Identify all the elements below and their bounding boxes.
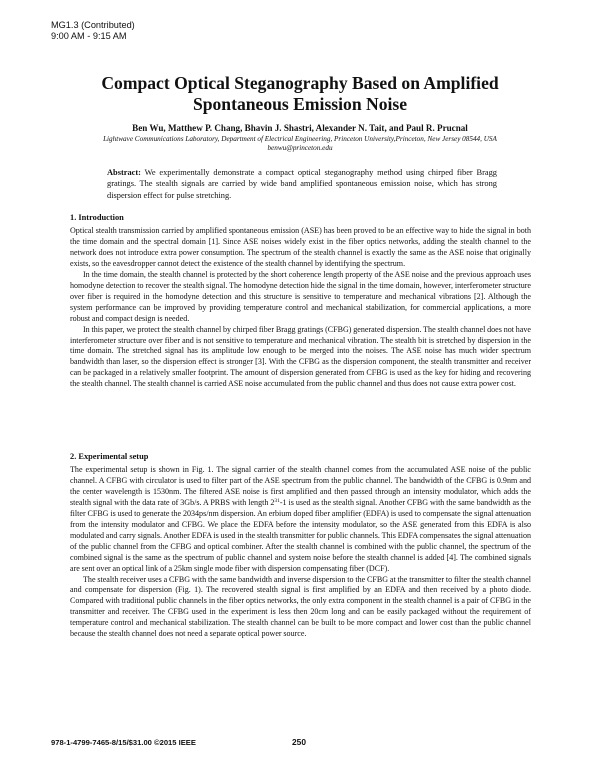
title-line-1: Compact Optical Steganography Based on Amplified [101, 73, 499, 93]
paragraph [70, 465, 531, 575]
session-info [51, 20, 135, 42]
paper-title [40, 73, 560, 115]
session-code: MG1.3 (Contributed) [51, 20, 135, 30]
author-list: Ben Wu, Matthew P. Chang, Bhavin J. Shastri, Alexander N. Tait, and Paul R. Prucnal [132, 123, 468, 133]
abstract-label: Abstract: [107, 168, 141, 177]
title-line-2: Spontaneous Emission Noise [192, 94, 408, 114]
page-number: 250 [292, 737, 306, 747]
affiliation-line: Lightwave Communications Laboratory, Department of Electrical Engineering, Princeton University,Princeton, New Jersey 08544, USA [103, 135, 497, 143]
paragraph: In this paper, we protect the stealth channel by chirped fiber Bragg gratings (CFBG) generated dispersion. The stealth channel does not have interferometer structure over fiber and is not sensitive to temperature and mechanical vibration. The stealth bit is stretched by dispersion in the time domain. The stretched signal has its amplitude low enough to be merged into the noises. The ASE noise has much wider spectrum bandwidth than laser, so the dispersion effect is stronger [3]. With the CFBG as the dispersion component, the stealth transmitter and receiver can be packaged in a relatively smaller footprint. The amount of dispersion generated from CFBG is used as the key for hiding and recovering the stealth channel. The stealth channel is carried ASE noise accumulated from the public channel and thus does not cause extra power cost. [70, 324, 531, 389]
introduction-body [70, 226, 531, 390]
paragraph-part: The experimental setup is shown in Fig. 1. The signal carrier of the stealth channel comes from the accumulated ASE noise of the public channel. A CFBG with circulator is used to filter part of the ASE spectrum from the public channel. The bandwidth of the CFBG is 0.9nm and the center wavelength is 1530nm. The filtered ASE noise is first amplified and then passed through an intensity modulator, which adds the stealth signal with the data rate of 3Gb/s. A PRBS with length 2 [70, 465, 531, 507]
paragraph: The stealth receiver uses a CFBG with the same bandwidth and inverse dispersion to the CFBG at the transmitter to filter the stealth channel and compensate for dispersion (Fig. 1). The recovered stealth signal is first amplified by an EDFA and then received by a photo diode. Compared with traditional public channels in the fiber optics networks, the only extra component in the stealth channel is a pair of CFBG in the transmitter and receiver. The CFBG used in the experiment is less then 20cm long and can be easily packaged without the requirement of temperature control and mechanical stabilization. The stealth channel can be built to be more compact and lower cost than the public channel because the stealth channel does not need a separate optical power source. [70, 574, 531, 639]
experimental-setup-body [70, 465, 531, 640]
abstract [107, 167, 497, 201]
section-heading-experimental-setup: 2. Experimental setup [70, 452, 149, 461]
paragraph-part: -1 is used as the stealth signal. Another CFBG with the same bandwidth as the filter CFBG is used to generate the 2034ps/nm dispersion. An erbium doped fiber amplifier (EDFA) is used to compensate the signal attenuation from the intensity modulator and CFBG. We place the EDFA before the intensity modulator, so the ASE generated from this EDFA is also modulated and carry signals. Another EDFA is used in the stealth transmitter for public channels. This EDFA compensates the signal attenuation of the public channel from the CFBG and optical combiner. After the stealth channel is combined with the public channel, the spectrum of the combined signal is the same as the spectrum of public channel and system noise before the stealth channel is added [4]. The combined signals are sent over an optical link of a 25km single mode fiber with dispersion compensating fiber (DCF). [70, 497, 531, 573]
footer-isbn: 978-1-4799-7465-8/15/$31.00 ©2015 IEEE [51, 738, 196, 747]
affiliation [40, 135, 560, 153]
paragraph: Optical stealth transmission carried by amplified spontaneous emission (ASE) has been proved to be an effective way to hide the signal in both the time domain and the spectral domain [1]. Since ASE noises widely exist in the fiber optics networks, adding the stealth channel to the network does not introduce extra power consumption. The spectrum of the stealth channel is exactly the same as the ASE noise that originally exists, so the eavesdropper cannot detect the existence of the stealth channel by identifying the spectrum. [70, 226, 531, 268]
section-heading-introduction: 1. Introduction [70, 213, 124, 222]
session-time: 9:00 AM - 9:15 AM [51, 31, 127, 41]
paragraph: In the time domain, the stealth channel is protected by the short coherence length property of the ASE noise and the previous approach uses homodyne detection to recover the stealth signal. The homodyne detection hide the signal in the time domain, however, interferometer structure over fiber is required in the homodyne detection and this structure is sensitive to temperature and mechanical vibrations [2]. Although the system performance can be improved by providing temperature control and mechanical stabilization, for commercial applications, a more robust and compact design is needed. [70, 269, 531, 323]
abstract-text: We experimentally demonstrate a compact optical steganography method using chirped fiber Bragg gratings. The stealth signals are carried by wide band amplified spontaneous emission noise, which has strong dispersion effect for pulse stretching. [107, 168, 497, 200]
author-email: benwu@princeton.edu [267, 144, 333, 152]
superscript: 31 [274, 497, 280, 504]
